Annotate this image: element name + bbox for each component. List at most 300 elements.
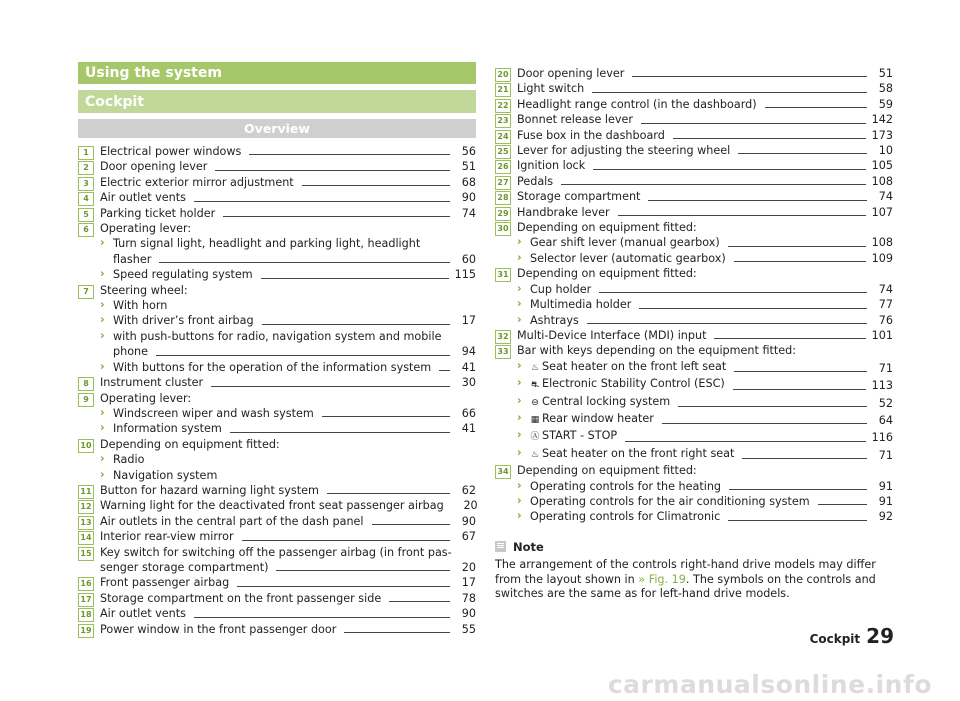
leader-line: [215, 170, 450, 171]
page-ref: 51: [878, 67, 893, 80]
page-ref: 90: [461, 514, 476, 528]
overview-item: [495, 220, 893, 266]
overview-item: [78, 545, 476, 576]
page-ref: 60: [461, 252, 476, 266]
overview-item: [495, 343, 893, 463]
leader-line: [156, 355, 450, 356]
entry-text: Door opening lever: [100, 160, 208, 174]
control-symbol-icon: ♨: [530, 449, 540, 460]
entry-text: flasher: [113, 252, 152, 266]
page-ref: 64: [878, 413, 893, 427]
leader-line: [738, 153, 867, 154]
entry-line: [100, 560, 476, 575]
chevron-right-icon: ›: [517, 376, 522, 390]
page-ref: 17: [461, 576, 476, 590]
chevron-right-icon: ›: [517, 428, 522, 442]
entry-text: Operating controls for the heating: [530, 479, 722, 493]
note-box: [495, 540, 893, 602]
entry-line: [530, 509, 893, 524]
entry-text: ♨ Seat heater on the front right seat: [530, 446, 734, 463]
entry-text: Bonnet release lever: [517, 113, 633, 127]
entry-line: [530, 411, 893, 428]
entry-text: ⊖ Central locking system: [530, 394, 670, 411]
leader-line: [194, 201, 450, 202]
overview-item: [495, 189, 893, 204]
entry-line: [113, 267, 476, 282]
entry-text: Multimedia holder: [530, 298, 632, 312]
leader-line: [194, 617, 450, 618]
item-number-badge: 2: [78, 161, 94, 175]
entry-line: [100, 175, 476, 190]
sub-item: [517, 509, 893, 524]
chapter-title: Cockpit: [78, 90, 476, 113]
item-number-badge: 24: [495, 130, 511, 144]
sub-item: [517, 359, 893, 376]
item-number-badge: 10: [78, 439, 94, 453]
entry-text: Parking ticket holder: [100, 206, 216, 220]
left-column: [78, 62, 476, 637]
entry-line: [517, 66, 893, 81]
item-heading: Depending on equipment fitted:: [517, 267, 697, 281]
entry-line: [100, 375, 476, 390]
page-ref: 10: [878, 144, 893, 158]
overview-item: [78, 622, 476, 637]
entry-line: [113, 313, 476, 328]
sub-item-text: with push-buttons for radio, navigation system and mobile: [113, 329, 442, 343]
entry-text: Air outlet vents: [100, 607, 186, 621]
sub-item-text: Radio: [113, 453, 145, 467]
entry-line: [100, 190, 476, 205]
overview-item: [78, 591, 476, 606]
note-title: Note: [513, 539, 544, 554]
page-ref: 71: [878, 448, 893, 462]
leader-line: [733, 389, 866, 390]
item-number-badge: 20: [495, 68, 511, 82]
entry-text: ⛐ Electronic Stability Control (ESC): [530, 376, 725, 393]
page-ref: 116: [871, 431, 893, 445]
item-heading: Depending on equipment fitted:: [517, 221, 697, 235]
entry-line: [113, 360, 476, 375]
page-ref: 105: [871, 159, 893, 173]
entry-text: Air outlets in the central part of the dash panel: [100, 514, 364, 528]
entry-line: [517, 158, 893, 173]
overview-item: [495, 463, 893, 525]
entry-text: Gear shift lever (manual gearbox): [530, 236, 720, 250]
item-number-badge: 33: [495, 345, 511, 359]
sub-item: [517, 428, 893, 445]
entry-text: Air outlet vents: [100, 191, 186, 205]
item-number-badge: 23: [495, 114, 511, 128]
page-ref: 74: [878, 282, 893, 296]
entry-line: [100, 529, 476, 544]
sub-item: [100, 421, 476, 436]
item-heading: Operating lever:: [100, 222, 192, 236]
overview-item: [495, 205, 893, 220]
item-heading: Depending on equipment fitted:: [517, 464, 697, 478]
page-ref: 107: [871, 205, 893, 219]
sub-item: [100, 406, 476, 421]
leader-line: [673, 138, 866, 139]
entry-text: Ashtrays: [530, 313, 579, 327]
sub-item: [100, 313, 476, 328]
chevron-right-icon: ›: [100, 405, 105, 419]
leader-line: [223, 216, 450, 217]
item-number-badge: 18: [78, 608, 94, 622]
leader-line: [322, 416, 450, 417]
page-ref: 71: [878, 361, 893, 375]
entry-line: [517, 128, 893, 143]
leader-line: [818, 504, 867, 505]
leader-line: [561, 184, 866, 185]
page-ref: 74: [878, 190, 893, 204]
page-ref: 51: [461, 160, 476, 174]
page-ref: 113: [871, 379, 893, 393]
leader-line: [276, 570, 450, 571]
sub-item-text: With horn: [113, 299, 168, 313]
entry-line: [530, 394, 893, 411]
chevron-right-icon: ›: [517, 297, 522, 311]
overview-item: [78, 514, 476, 529]
entry-text: Pedals: [517, 174, 554, 188]
item-heading: Depending on equipment fitted:: [100, 437, 280, 451]
entry-line: [530, 282, 893, 297]
chevron-right-icon: ›: [517, 493, 522, 507]
page-ref: 108: [871, 174, 893, 188]
entry-line: [530, 494, 893, 509]
item-number-badge: 21: [495, 83, 511, 97]
page-ref: 91: [878, 479, 893, 493]
chevron-right-icon: ›: [100, 359, 105, 373]
overview-item: [78, 283, 476, 375]
leader-line: [211, 386, 450, 387]
entry-text: Multi-Device Interface (MDI) input: [517, 328, 707, 342]
footer-section: Cockpit: [809, 632, 861, 646]
overview-item: [78, 206, 476, 221]
page-ref: 56: [461, 145, 476, 158]
page-ref: 20: [461, 560, 476, 574]
entry-line: [517, 143, 893, 158]
page-ref: 92: [878, 510, 893, 524]
entry-text: Selector lever (automatic gearbox): [530, 251, 726, 265]
entry-line: [517, 174, 893, 189]
control-symbol-icon: Ⓐ: [530, 432, 540, 443]
chevron-right-icon: ›: [517, 235, 522, 249]
overview-item: [495, 328, 893, 343]
page-ref: 52: [878, 396, 893, 410]
control-symbol-icon: ♨: [530, 362, 540, 373]
item-number-badge: 27: [495, 176, 511, 190]
entry-line: [517, 112, 893, 127]
chevron-right-icon: ›: [517, 410, 522, 424]
item-number-badge: 13: [78, 516, 94, 530]
overview-item: [78, 483, 476, 498]
entry-line: [100, 591, 476, 606]
sub-item: [517, 411, 893, 428]
item-number-badge: 4: [78, 192, 94, 206]
page-ref: 62: [461, 483, 476, 497]
page-ref: 91: [878, 494, 893, 508]
overview-item: [78, 375, 476, 390]
entry-line: [100, 498, 476, 513]
sub-item: [100, 360, 476, 375]
item-number-badge: 34: [495, 465, 511, 479]
page-ref: 41: [461, 360, 476, 374]
leader-line: [439, 370, 450, 371]
note-text-before: The arrangement of the controls right-hand drive models may differ from the layout shown in: [495, 557, 876, 586]
sub-item: [100, 468, 476, 483]
overview-item: [78, 529, 476, 544]
page-ref: 77: [878, 298, 893, 312]
overview-item: [78, 190, 476, 205]
sub-item: [100, 267, 476, 282]
item-number-badge: 6: [78, 223, 94, 237]
entry-text: With buttons for the operation of the information system: [113, 360, 432, 374]
entry-text: Button for hazard warning light system: [100, 483, 319, 497]
chevron-right-icon: ›: [100, 236, 105, 250]
overview-item: [495, 128, 893, 143]
leader-line: [662, 423, 867, 424]
page-ref: 74: [461, 206, 476, 220]
overview-item: [78, 575, 476, 590]
item-number-badge: 12: [78, 500, 94, 514]
entry-line: [100, 206, 476, 221]
entry-line: [100, 144, 476, 159]
entry-text: Door opening lever: [517, 67, 625, 80]
entry-line: [530, 313, 893, 328]
entry-text: Information system: [113, 422, 222, 436]
entry-line: [530, 359, 893, 376]
leader-line: [372, 524, 450, 525]
leader-line: [728, 520, 867, 521]
chevron-right-icon: ›: [517, 445, 522, 459]
entry-text: senger storage compartment): [100, 560, 269, 574]
sub-item: [517, 251, 893, 266]
subsection-title: Overview: [78, 119, 476, 138]
sub-item-text: Navigation system: [113, 468, 218, 482]
overview-list-right: [495, 66, 893, 525]
leader-line: [237, 586, 450, 587]
note-icon: [495, 541, 506, 552]
item-number-badge: 7: [78, 285, 94, 299]
leader-line: [242, 540, 450, 541]
item-number-badge: 8: [78, 377, 94, 391]
chevron-right-icon: ›: [100, 313, 105, 327]
overview-item: [495, 66, 893, 81]
entry-text: Instrument cluster: [100, 376, 204, 390]
item-number-badge: 25: [495, 145, 511, 159]
sub-item: [100, 298, 476, 313]
item-number-badge: 15: [78, 547, 94, 561]
overview-item: [495, 158, 893, 173]
entry-text: Lever for adjusting the steering wheel: [517, 144, 731, 158]
sub-item: [517, 446, 893, 463]
leader-line: [678, 406, 867, 407]
figure-link[interactable]: » Fig. 19: [638, 572, 686, 586]
page-ref: 109: [871, 251, 893, 265]
overview-item: [78, 175, 476, 190]
page-ref: 78: [461, 591, 476, 605]
leader-line: [765, 107, 867, 108]
chevron-right-icon: ›: [100, 467, 105, 481]
page-ref: 115: [454, 268, 476, 282]
entry-text: With driver’s front airbag: [113, 314, 254, 328]
overview-item: [78, 221, 476, 283]
page-ref: 90: [461, 191, 476, 205]
sub-item: [517, 479, 893, 494]
item-text: Key switch for switching off the passenger airbag (in front pas-: [100, 545, 452, 559]
item-number-badge: 28: [495, 191, 511, 205]
entry-line: [517, 189, 893, 204]
chevron-right-icon: ›: [517, 358, 522, 372]
entry-text: Operating controls for Climatronic: [530, 510, 721, 524]
entry-line: [517, 81, 893, 96]
page-ref: 142: [871, 113, 893, 127]
entry-text: Windscreen wiper and wash system: [113, 406, 314, 420]
leader-line: [261, 278, 449, 279]
item-heading: Operating lever:: [100, 391, 192, 405]
item-number-badge: 11: [78, 485, 94, 499]
chevron-right-icon: ›: [100, 298, 105, 312]
leader-line: [639, 308, 867, 309]
entry-text: ▦ Rear window heater: [530, 411, 654, 428]
control-symbol-icon: ⛐: [531, 380, 539, 391]
overview-item: [78, 498, 476, 513]
leader-line: [648, 200, 867, 201]
leader-line: [714, 338, 865, 339]
entry-text: Storage compartment: [517, 190, 641, 204]
leader-line: [593, 169, 865, 170]
overview-item: [495, 97, 893, 112]
entry-line: [517, 97, 893, 112]
page-ref: 66: [461, 406, 476, 420]
leader-line: [262, 324, 450, 325]
leader-line: [618, 215, 866, 216]
page-footer: [810, 624, 894, 648]
item-number-badge: 16: [78, 577, 94, 591]
sub-item: [100, 329, 476, 360]
sub-item: [100, 452, 476, 467]
overview-item: [495, 174, 893, 189]
item-number-badge: 32: [495, 330, 511, 344]
leader-line: [625, 441, 865, 442]
overview-item: [78, 437, 476, 483]
entry-text: Electrical power windows: [100, 145, 242, 158]
item-number-badge: 9: [78, 393, 94, 407]
entry-line: [530, 479, 893, 494]
leader-line: [389, 601, 450, 602]
leader-line: [742, 458, 867, 459]
leader-line: [641, 123, 866, 124]
leader-line: [734, 261, 866, 262]
entry-line: [530, 446, 893, 463]
control-symbol-icon: ▦: [530, 414, 540, 425]
page-ref: 173: [871, 128, 893, 142]
item-number-badge: 30: [495, 222, 511, 236]
chevron-right-icon: ›: [517, 509, 522, 523]
chevron-right-icon: ›: [517, 312, 522, 326]
entry-text: Headlight range control (in the dashboard): [517, 97, 757, 111]
leader-line: [230, 432, 450, 433]
entry-line: [113, 344, 476, 359]
leader-line: [592, 92, 867, 93]
item-number-badge: 3: [78, 177, 94, 191]
page-ref: 76: [878, 313, 893, 327]
leader-line: [302, 185, 450, 186]
entry-text: Operating controls for the air conditioning system: [530, 494, 810, 508]
page-ref: 30: [461, 376, 476, 390]
note-text: [495, 558, 893, 602]
sub-item: [517, 376, 893, 393]
entry-line: [113, 421, 476, 436]
item-number-badge: 5: [78, 208, 94, 222]
leader-line: [327, 493, 450, 494]
overview-item: [78, 159, 476, 174]
chevron-right-icon: ›: [517, 478, 522, 492]
leader-line: [632, 76, 867, 77]
page-ref: 59: [878, 97, 893, 111]
entry-text: Speed regulating system: [113, 268, 253, 282]
item-number-badge: 14: [78, 531, 94, 545]
entry-line: [530, 251, 893, 266]
page-ref: 55: [461, 622, 476, 636]
entry-text: Light switch: [517, 82, 585, 96]
entry-text: phone: [113, 345, 149, 359]
page-ref: 108: [871, 236, 893, 250]
entry-line: [530, 235, 893, 250]
item-heading: Bar with keys depending on the equipment fitted:: [517, 344, 797, 358]
leader-line: [344, 632, 450, 633]
entry-line: [100, 606, 476, 621]
entry-text: Interior rear-view mirror: [100, 530, 234, 544]
item-number-badge: 26: [495, 160, 511, 174]
sub-item: [517, 282, 893, 297]
entry-line: [100, 159, 476, 174]
sub-item-text: Turn signal light, headlight and parking light, headlight: [113, 237, 421, 251]
page-ref: 58: [878, 82, 893, 96]
page-ref: 90: [461, 607, 476, 621]
chevron-right-icon: ›: [517, 393, 522, 407]
section-title: Using the system: [78, 62, 476, 84]
overview-item: [78, 391, 476, 437]
overview-item: [78, 144, 476, 159]
chevron-right-icon: ›: [517, 281, 522, 295]
sub-item: [517, 394, 893, 411]
leader-line: [729, 489, 867, 490]
overview-item: [495, 112, 893, 127]
entry-line: [517, 328, 893, 343]
page-number: 29: [866, 624, 894, 648]
entry-text: Cup holder: [530, 282, 592, 296]
page-ref: 20: [463, 499, 478, 513]
page-ref: 101: [871, 328, 893, 342]
watermark: carmanualsonline.info: [607, 670, 932, 699]
overview-item: [495, 81, 893, 96]
item-number-badge: 22: [495, 99, 511, 113]
entry-line: [517, 205, 893, 220]
leader-line: [734, 371, 867, 372]
chevron-right-icon: ›: [100, 328, 105, 342]
chevron-right-icon: ›: [100, 452, 105, 466]
entry-text: Power window in the front passenger door: [100, 622, 337, 636]
overview-list-left: [78, 144, 476, 637]
leader-line: [249, 154, 450, 155]
sub-item: [517, 313, 893, 328]
entry-text: Ignition lock: [517, 159, 586, 173]
entry-text: Handbrake lever: [517, 205, 610, 219]
item-number-badge: 29: [495, 207, 511, 221]
page-ref: 94: [461, 345, 476, 359]
entry-text: Fuse box in the dashboard: [517, 128, 665, 142]
